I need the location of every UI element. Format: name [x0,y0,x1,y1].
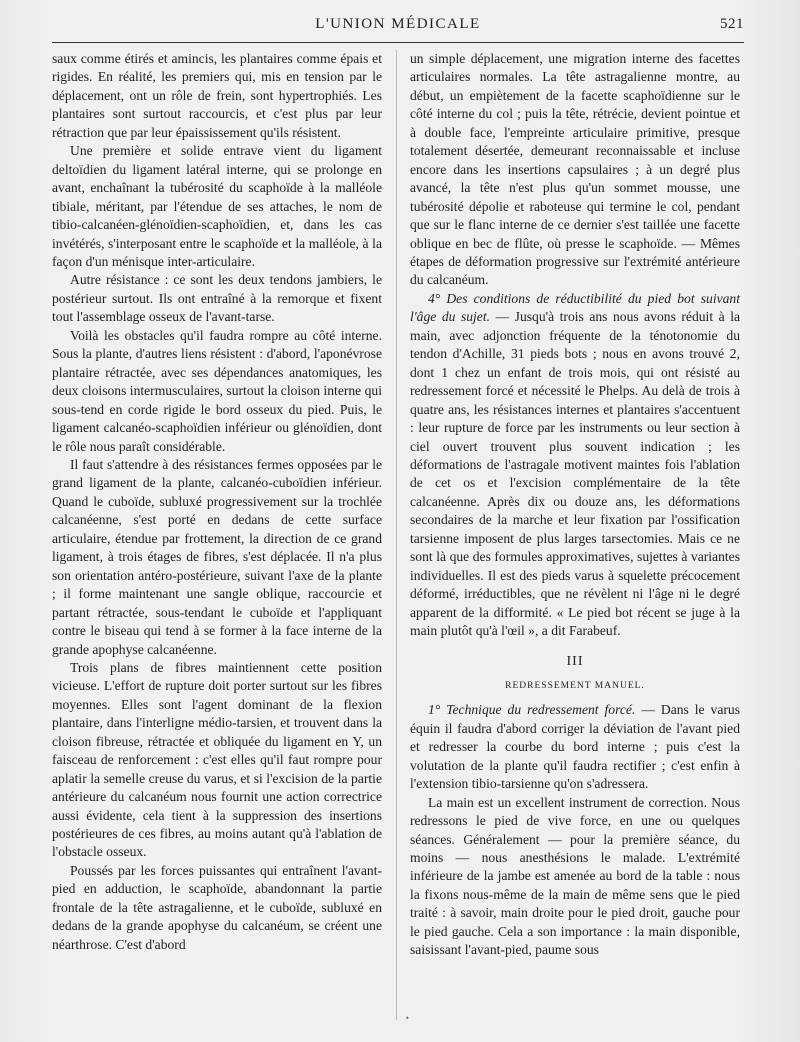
paragraph-text: — Dans le varus équin il faudra d'abord corriger la déviation de l'avant pied et redresser la courbe du bord interne ; puis c'est la volutation de la plante qu'il faudra rectifier ; c'est enfin à l'extension tibio-tarsienne qu'on s'adressera. [410,702,740,792]
paragraph: Une première et solide entrave vient du ligament deltoïdien du ligament latéral interne, qui se prolonge en avant, enchaînant la tubérosité du scaphoïde à la malléole tibiale, méritant, par l'étendue de ses attaches, le nom de tibio-calcanéen-glénoïdien-scaphoïdien, et, dans les cas invétérés, s'interposant entre le scaphoïde et la malléole, à la façon d'un ménisque inter-articulaire. [52,143,382,269]
right-column [410,50,740,960]
paragraph: La main est un excellent instrument de correction. Nous redressons le pied de vive force, en une ou quelques séances. Généralement — pour la première séance, du moins — nous anesthésions le malade. L'extrémité inférieure de la jambe est amenée au bord de la table : nous la fixons nous-même de la main de même sens que le pied traité : à savoir, main droite pour le pied droit, gauche pour le pied gauche. Cela a son importance : la main disponible, saisissant l'avant-pied, paume sous [410,794,740,958]
paragraph: Il faut s'attendre à des résistances fermes opposées par le grand ligament de la plante, calcanéo-cuboïdien inférieur. Quand le cuboïde, subluxé progressivement sur la trochlée calcanéenne, s'est porté en dedans de cette surface articulaire, étendue par frottement, la direction de ce grand ligament, à trois étages de fibres, s'est déplacée. Il n'a plus son orientation antéro-postérieure, suivant l'axe de la plante ; il forme maintenant une sangle oblique, raccourcie et partant rétractée, sous-tendant le cuboïde et l'appliquant contre le biseau qui tend à se former à la face interne de la grande apophyse calcanéenne. [52,456,382,657]
column-divider [396,50,397,1020]
page-number: 521 [720,16,744,32]
italic-heading: 1° Technique du redressement forcé. [428,702,636,718]
header-rule [52,42,744,43]
print-mark: • [405,1014,410,1023]
running-title: L'UNION MÉDICALE [315,16,481,32]
italic-heading: 4° Des conditions de réductibilité du pied bot suivant l'âge du sujet. [410,290,740,325]
paragraph: Trois plans de fibres maintiennent cette position vicieuse. L'effort de rupture doit porter surtout sur les fibres moyennes. Elles sont l'agent dominant de la flexion plantaire, dans l'interligne médio-tarsien, et trouvent dans la cloison fibreuse, rétractée et obliquée du ligament en Y, un faisceau de renforcement : c'est elles qu'il faut rompre pour aplatir la semelle creuse du varus, et si l'excision de la partie antérieure du calcanéum nous fournit une action correctrice aussi évidente, cela tient à la suppression des insertions postérieures de ces fibres, au moins autant qu'à l'ablation de l'obstacle osseux. [52,659,382,860]
paragraph [410,290,740,641]
paragraph: saux comme étirés et amincis, les plantaires comme épais et rigides. En réalité, les premiers qui, mis en tension par le déplacement, ont un rôle de frein, sont hypertrophiés. Les plantaires sont surtout raccourcis, et c'est plus par leur rétraction que par leur épaississement qu'ils résistent. [52,51,382,140]
paragraph: Autre résistance : ce sont les deux tendons jambiers, le postérieur surtout. Ils ont entraîné à la remorque et fixent tout l'assemblage osseux de l'avant-tarse. [52,272,382,325]
paragraph [410,701,740,793]
paragraph: un simple déplacement, une migration interne des facettes articulaires normales. La tête astragalienne montre, au début, un empiètement de la facette scaphoïdienne sur le côté interne du col ; puis la tête, rétrécie, devient pointue et à double face, l'empreinte articulaire primitive, presque totalement désertée, demeurant reconnaissable et incluse encore dans les insertions capsulaires ; à un degré plus avancé, la tête n'est plus qu'un sommet mousse, une tubérosité dépolie et raboteuse qui termine le col, pendant que sur le flanc interne de ce dernier s'est taillée une facette oblique en bec de flûte, où presse le scaphoïde. — Mêmes étapes de déformation progressive sur l'extrémité antérieure du calcanéum. [410,51,740,288]
section-title: REDRESSEMENT MANUEL. [505,680,645,691]
section-number: III [566,653,584,669]
paragraph: Voilà les obstacles qu'il faudra rompre au côté interne. Sous la plante, d'autres liens résistent : d'abord, l'aponévrose plantaire rétractée, avec ses dépendances anatomiques, les deux cloisons intermusculaires, surtout la cloison interne qui sous-tend en corde rigide le bord osseux du pied. Puis, le ligament calcanéo-scaphoïdien inférieur ou glénoïdien, dont le rôle nous paraît considérable. [52,327,382,454]
page-header [52,12,744,38]
paragraph-text: — Jusqu'à trois ans nous avons réduit à la main, avec adjonction fréquente de la ténotonomie du tendon d'Achille, 31 pieds bots ; nous en avons trouvé 2, dont 1 chez un enfant de trois mois, qui ont résisté au redressement forcé et nécessité le Phelps. Au delà de trois à quatre ans, les résistances internes et plantaires s'accentuent : leur rupture de force par les instruments ou leur section à ciel ouvert trouvent plus souvent indication ; les déformations de l'astragale motivent maintes fois l'ablation de cet os et l'excision complémentaire de la tête calcanéenne. Après dix ou douze ans, les déformations secondaires de la marche et leur fixation par l'ossification tarsienne imposent de plus larges tarsectomies. Mais ce ne sont là que des formules approximatives, sujettes à variantes individuelles. Il est des pieds varus à squelette précocement déformé, irréductibles, que ne révèlent ni l'âge ni le degré apparent de la difformité. « Le pied bot récent se juge à la main plutôt qu'à l'œil », a dit Farabeuf. [410,309,740,639]
left-column [52,50,382,954]
paragraph: Poussés par les forces puissantes qui entraînent l'avant-pied en adduction, le scaphoïde, abandonnant la partie frontale de la tête astragalienne, et le cuboïde, subluxé en dedans de la grande apophyse du calcanéum, se créent une néarthrose. C'est d'abord [52,862,382,952]
